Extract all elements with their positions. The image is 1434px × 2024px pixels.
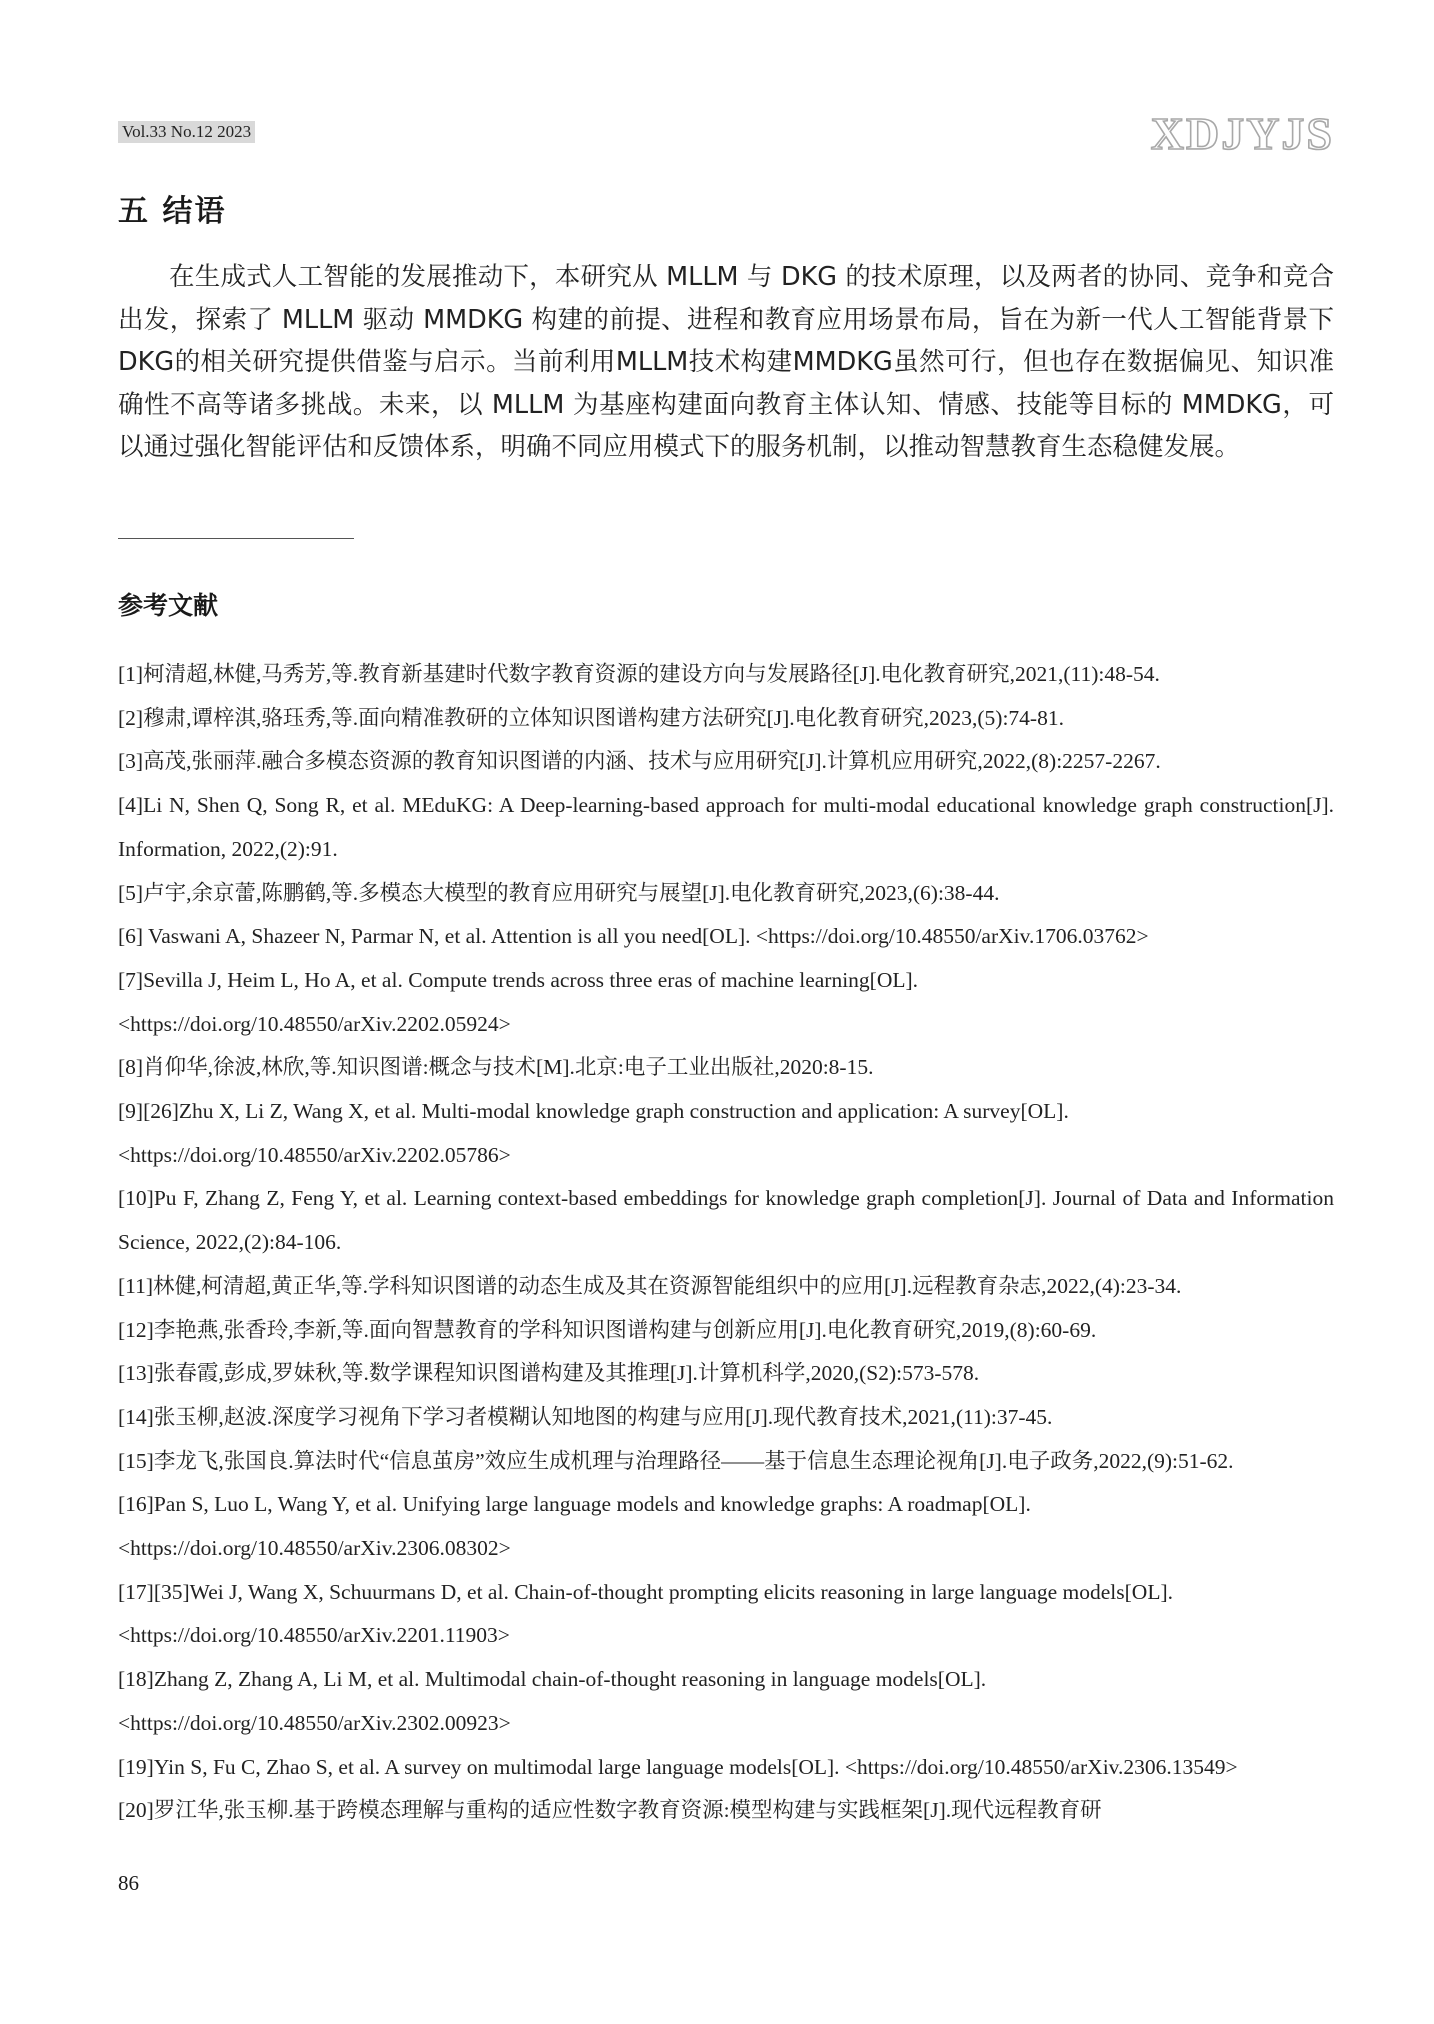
reference-item: [14]张玉柳,赵波.深度学习视角下学习者模糊认知地图的构建与应用[J].现代教育技术,2021,(11):37-45. [118, 1404, 1053, 1429]
reference-item: [18]Zhang Z, Zhang A, Li M, et al. Multimodal chain-of-thought reasoning in language models[OL]. <https://doi.org/10.48550/arXiv.2302.00923> [118, 1667, 987, 1735]
reference-item: [12]李艳燕,张香玲,李新,等.面向智慧教育的学科知识图谱构建与创新应用[J].电化教育研究,2019,(8):60-69. [118, 1317, 1097, 1342]
section-title: 五 结语 [118, 194, 227, 229]
reference-item: [3]高茂,张丽萍.融合多模态资源的教育知识图谱的内涵、技术与应用研究[J].计算机应用研究,2022,(8):2257-2267. [118, 749, 1161, 774]
reference-item: [20]罗江华,张玉柳.基于跨模态理解与重构的适应性数字教育资源:模型构建与实践框架[J].现代远程教育研 [118, 1798, 1102, 1823]
reference-item: [7]Sevilla J, Heim L, Ho A, et al. Compute trends across three eras of machine learning[OL]. <https://doi.org/10.48550/arXiv.2202.05924> [118, 967, 919, 1036]
reference-item: [9][26]Zhu X, Li Z, Wang X, et al. Multi-modal knowledge graph construction and application: A survey[OL]. <https://doi.org/10.48550/arXiv.2202.05786> [118, 1099, 1069, 1167]
reference-item: [2]穆肃,谭梓淇,骆珏秀,等.面向精准教研的立体知识图谱构建方法研究[J].电化教育研究,2023,(5):74-81. [118, 705, 1064, 730]
reference-item: [1]柯清超,林健,马秀芳,等.教育新基建时代数字教育资源的建设方向与发展路径[J].电化教育研究,2021,(11):48-54. [118, 662, 1160, 686]
volume-label: Vol.33 No.12 2023 [118, 121, 255, 143]
footnote-divider [118, 538, 354, 539]
journal-logo: XDJYJS [1150, 108, 1334, 159]
references-heading: 参考文献 [118, 591, 219, 620]
reference-item: [6] Vaswani A, Shazeer N, Parmar N, et al. Attention is all you need[OL]. <https://doi.org/10.48550/arXiv.1706.03762> [118, 924, 1149, 949]
references-list [118, 653, 1334, 1833]
reference-item: [10]Pu F, Zhang Z, Feng Y, et al. Learning context-based embeddings for knowledge graph completion[J]. Journal of Data and Information Science, 2022,(2):84-106. [118, 1186, 1334, 1255]
conclusion-paragraph: 在生成式人工智能的发展推动下，本研究从 MLLM 与 DKG 的技术原理，以及两者的协同、竞争和竞合出发，探索了 MLLM 驱动 MMDKG 构建的前提、进程和教育应用场景布局，旨在为新一代人工智能背景下DKG的相关研究提供借鉴与启示。当前利用MLLM技术构建MMDKG虽然可行，但也存在数据偏见、知识准确性不高等诸多挑战。未来，以 MLLM 为基座构建面向教育主体认知、情感、技能等目标的 MMDKG，可以通过强化智能评估和反馈体系，明确不同应用模式下的服务机制，以推动智慧教育生态稳健发展。 [118, 262, 1334, 462]
reference-item: [11]林健,柯清超,黄正华,等.学科知识图谱的动态生成及其在资源智能组织中的应用[J].远程教育杂志,2022,(4):23-34. [118, 1273, 1182, 1298]
reference-item: [15]李龙飞,张国良.算法时代“信息茧房”效应生成机理与治理路径——基于信息生态理论视角[J].电子政务,2022,(9):51-62. [118, 1448, 1234, 1473]
page-number: 86 [118, 1871, 139, 1895]
reference-item: [8]肖仰华,徐波,林欣,等.知识图谱:概念与技术[M].北京:电子工业出版社,2020:8-15. [118, 1055, 874, 1080]
reference-item: [17][35]Wei J, Wang X, Schuurmans D, et al. Chain-of-thought prompting elicits reasoning in large language models[OL]. <https://doi.org/10.48550/arXiv.2201.11903> [118, 1579, 1173, 1648]
reference-item: [4]Li N, Shen Q, Song R, et al. MEduKG: A Deep-learning-based approach for multi-modal educational knowledge graph construction[J]. Information, 2022,(2):91. [118, 793, 1334, 861]
reference-item: [19]Yin S, Fu C, Zhao S, et al. A survey on multimodal large language models[OL]. <https://doi.org/10.48550/arXiv.2306.13549> [118, 1754, 1238, 1779]
reference-item: [5]卢宇,余京蕾,陈鹏鹤,等.多模态大模型的教育应用研究与展望[J].电化教育研究,2023,(6):38-44. [118, 880, 1000, 905]
reference-item: [13]张春霞,彭成,罗妹秋,等.数学课程知识图谱构建及其推理[J].计算机科学,2020,(S2):573-578. [118, 1361, 980, 1386]
reference-item: [16]Pan S, Luo L, Wang Y, et al. Unifying large language models and knowledge graphs: A roadmap[OL]. <https://doi.org/10.48550/arXiv.2306.08302> [118, 1492, 1031, 1561]
